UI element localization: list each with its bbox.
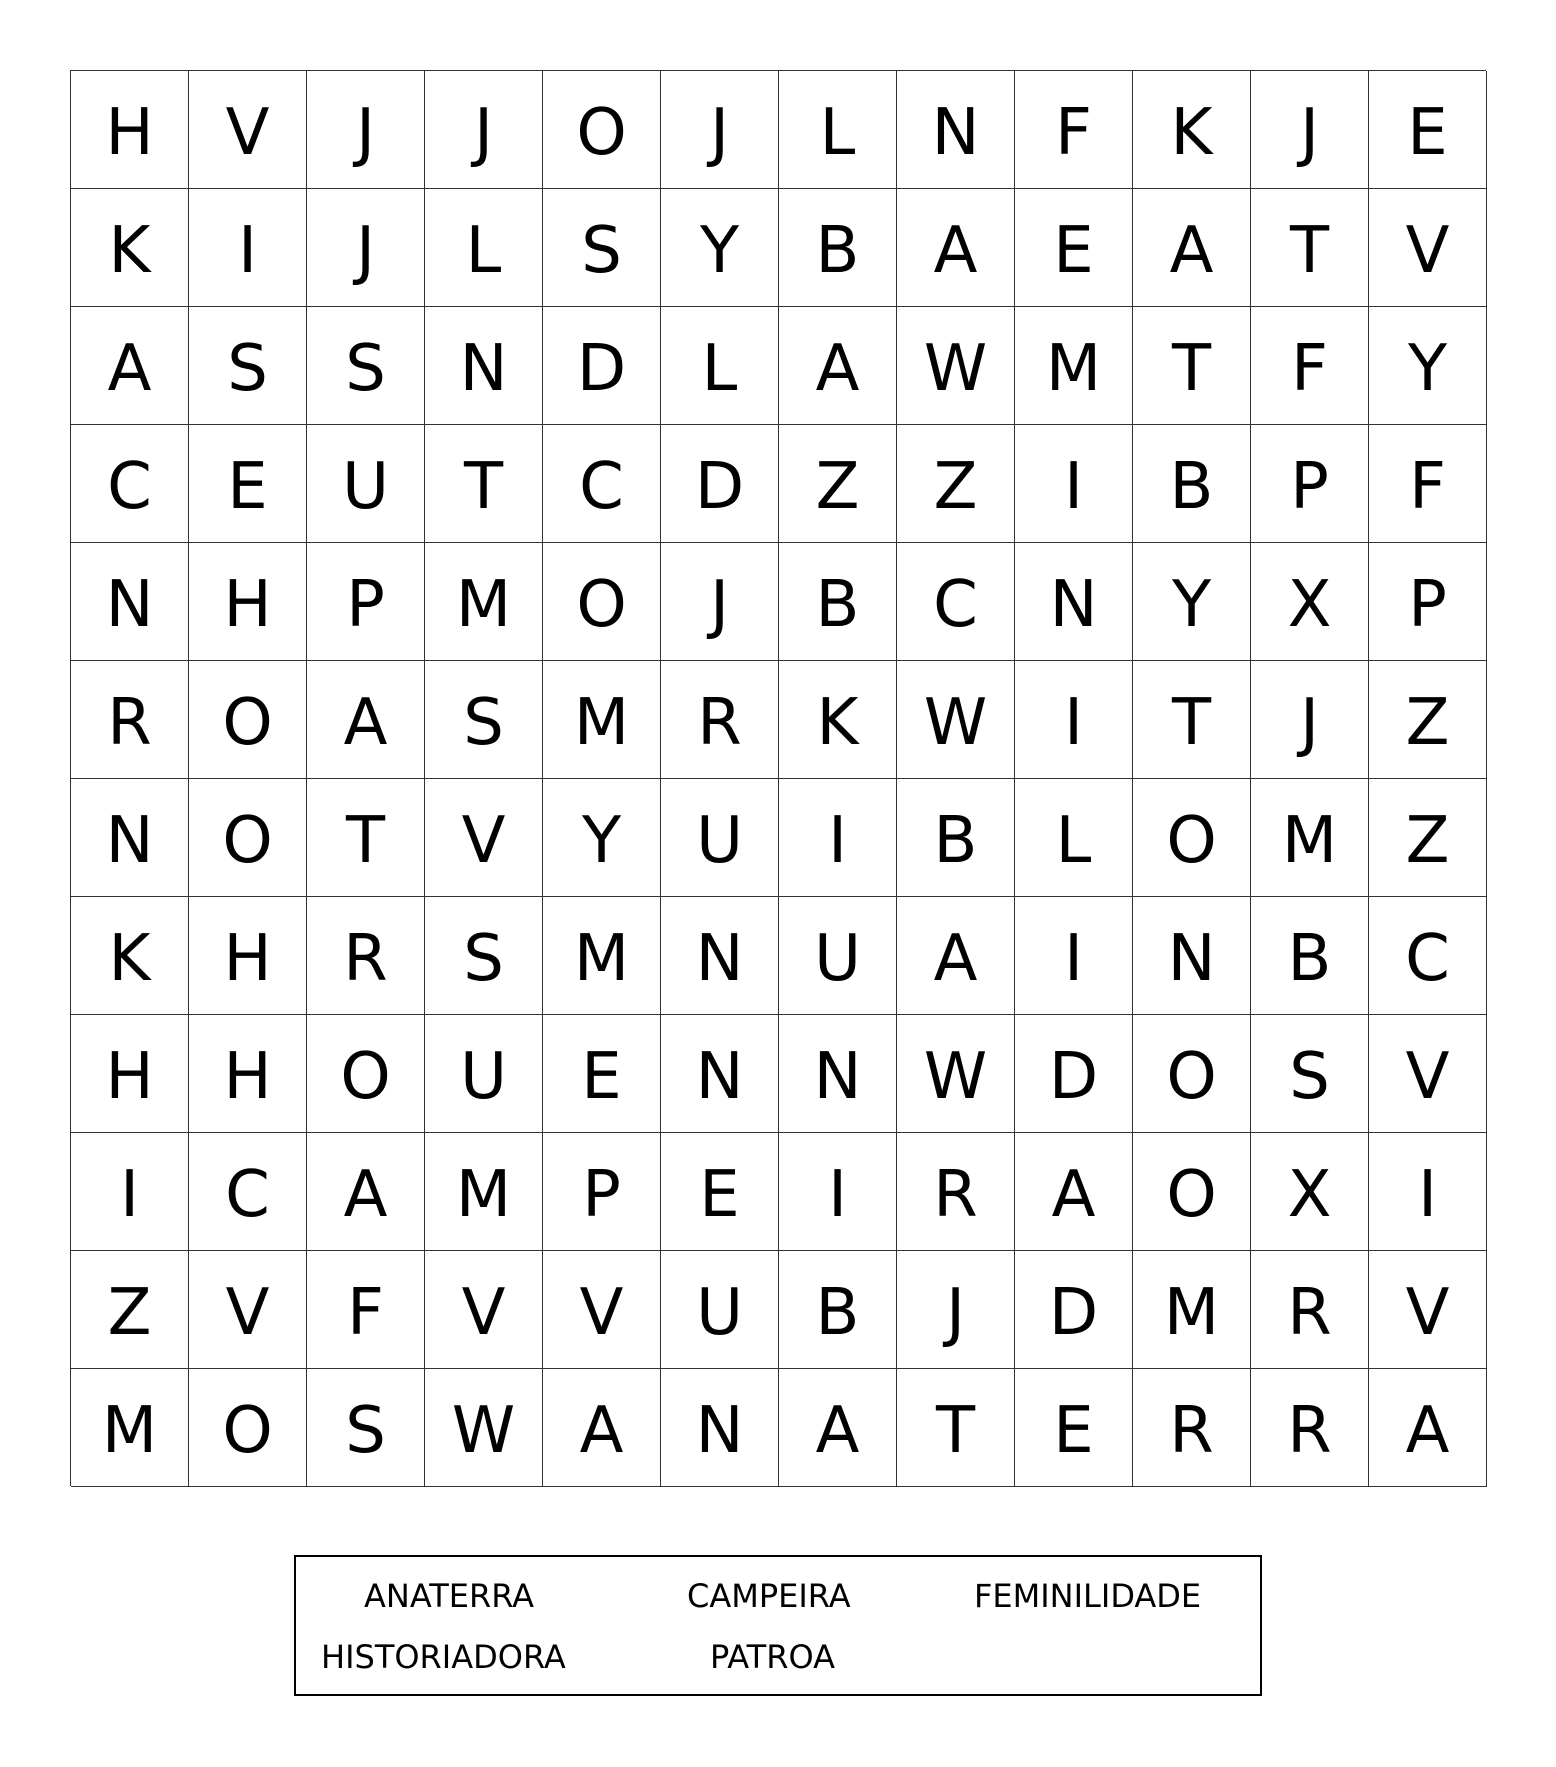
grid-cell[interactable]: A	[71, 307, 189, 425]
grid-cell[interactable]: T	[1133, 307, 1251, 425]
grid-cell[interactable]: I	[1369, 1133, 1487, 1251]
grid-cell[interactable]: T	[307, 779, 425, 897]
grid-cell[interactable]: U	[779, 897, 897, 1015]
grid-cell[interactable]: N	[71, 779, 189, 897]
word-item: CAMPEIRA	[687, 1577, 851, 1615]
grid-cell[interactable]: E	[1369, 71, 1487, 189]
grid-cell[interactable]: V	[1369, 1015, 1487, 1133]
grid-cell[interactable]: A	[779, 307, 897, 425]
grid-cell[interactable]: N	[425, 307, 543, 425]
grid-cell[interactable]: F	[307, 1251, 425, 1369]
grid-cell[interactable]: F	[1251, 307, 1369, 425]
grid-cell[interactable]: M	[425, 1133, 543, 1251]
grid-cell[interactable]: M	[543, 661, 661, 779]
grid-cell[interactable]: O	[543, 71, 661, 189]
grid-cell[interactable]: T	[425, 425, 543, 543]
grid-cell[interactable]: J	[897, 1251, 1015, 1369]
word-item: PATROA	[710, 1638, 835, 1676]
grid-cell[interactable]: Z	[1369, 661, 1487, 779]
grid-cell[interactable]: O	[307, 1015, 425, 1133]
grid-cell[interactable]: V	[1369, 1251, 1487, 1369]
grid-cell[interactable]: D	[661, 425, 779, 543]
grid-cell[interactable]: E	[543, 1015, 661, 1133]
grid-cell[interactable]: S	[1251, 1015, 1369, 1133]
grid-cell[interactable]: J	[661, 71, 779, 189]
grid-cell[interactable]: K	[71, 897, 189, 1015]
grid-cell[interactable]: N	[661, 897, 779, 1015]
grid-cell[interactable]: Y	[661, 189, 779, 307]
grid-cell[interactable]: R	[1251, 1251, 1369, 1369]
grid-cell[interactable]: I	[1015, 661, 1133, 779]
grid-cell[interactable]: Z	[1369, 779, 1487, 897]
grid-cell[interactable]: K	[1133, 71, 1251, 189]
grid-cell[interactable]: B	[779, 189, 897, 307]
grid-cell[interactable]: W	[897, 661, 1015, 779]
grid-cell[interactable]: H	[189, 543, 307, 661]
grid-cell[interactable]: P	[543, 1133, 661, 1251]
grid-cell[interactable]: B	[1133, 425, 1251, 543]
grid-cell[interactable]: C	[897, 543, 1015, 661]
grid-cell[interactable]: R	[897, 1133, 1015, 1251]
grid-cell[interactable]: N	[1015, 543, 1133, 661]
grid-cell[interactable]: M	[71, 1369, 189, 1487]
grid-cell[interactable]: O	[189, 779, 307, 897]
grid-cell[interactable]: R	[307, 897, 425, 1015]
word-item: HISTORIADORA	[321, 1638, 566, 1676]
grid-cell[interactable]: V	[189, 1251, 307, 1369]
grid-cell[interactable]: J	[661, 543, 779, 661]
grid-cell[interactable]: M	[425, 543, 543, 661]
grid-cell[interactable]: S	[543, 189, 661, 307]
grid-cell[interactable]: A	[543, 1369, 661, 1487]
grid-cell[interactable]: J	[307, 71, 425, 189]
word-item: ANATERRA	[364, 1577, 535, 1615]
grid-cell[interactable]: B	[779, 1251, 897, 1369]
grid-cell[interactable]: U	[661, 1251, 779, 1369]
grid-cell[interactable]: N	[71, 543, 189, 661]
grid-cell[interactable]: A	[1133, 189, 1251, 307]
grid-cell[interactable]: V	[425, 779, 543, 897]
grid-cell[interactable]: T	[897, 1369, 1015, 1487]
grid-cell[interactable]: S	[307, 307, 425, 425]
grid-cell[interactable]: N	[779, 1015, 897, 1133]
grid-cell[interactable]: I	[1015, 425, 1133, 543]
grid-cell[interactable]: V	[1369, 189, 1487, 307]
grid-cell[interactable]: A	[897, 189, 1015, 307]
grid-cell[interactable]: Y	[1133, 543, 1251, 661]
grid-cell[interactable]: R	[71, 661, 189, 779]
word-item: FEMINILIDADE	[974, 1577, 1202, 1615]
grid-cell[interactable]: M	[1251, 779, 1369, 897]
grid-cell[interactable]: B	[897, 779, 1015, 897]
grid-cell[interactable]: J	[425, 71, 543, 189]
grid-cell[interactable]: A	[307, 1133, 425, 1251]
grid-cell[interactable]: N	[661, 1015, 779, 1133]
grid-cell[interactable]: I	[189, 189, 307, 307]
grid-cell[interactable]: A	[1369, 1369, 1487, 1487]
word-list	[294, 1555, 1262, 1696]
grid-cell[interactable]: Y	[543, 779, 661, 897]
grid-cell[interactable]: S	[189, 307, 307, 425]
grid-cell[interactable]: C	[189, 1133, 307, 1251]
grid-cell[interactable]: R	[661, 661, 779, 779]
grid-cell[interactable]: D	[1015, 1251, 1133, 1369]
grid-cell[interactable]: E	[661, 1133, 779, 1251]
grid-cell[interactable]: O	[1133, 1015, 1251, 1133]
grid-cell[interactable]: H	[71, 1015, 189, 1133]
grid-cell[interactable]: V	[543, 1251, 661, 1369]
grid-cell[interactable]: M	[543, 897, 661, 1015]
grid-cell[interactable]: T	[1133, 661, 1251, 779]
grid-cell[interactable]: E	[1015, 189, 1133, 307]
grid-cell[interactable]: U	[425, 1015, 543, 1133]
grid-cell[interactable]: O	[1133, 779, 1251, 897]
grid-cell[interactable]: B	[779, 543, 897, 661]
grid-cell[interactable]: M	[1015, 307, 1133, 425]
grid-cell[interactable]: I	[1015, 897, 1133, 1015]
grid-cell[interactable]: J	[307, 189, 425, 307]
grid-cell[interactable]: O	[543, 543, 661, 661]
grid-cell[interactable]: L	[425, 189, 543, 307]
grid-cell[interactable]: R	[1251, 1369, 1369, 1487]
grid-cell[interactable]: V	[425, 1251, 543, 1369]
grid-cell[interactable]: P	[1369, 543, 1487, 661]
grid-cell[interactable]: N	[661, 1369, 779, 1487]
grid-cell[interactable]: K	[779, 661, 897, 779]
letter-grid	[70, 70, 1486, 1486]
grid-cell[interactable]: L	[779, 71, 897, 189]
grid-cell[interactable]: X	[1251, 543, 1369, 661]
grid-cell[interactable]: O	[189, 1369, 307, 1487]
grid-cell[interactable]: J	[1251, 71, 1369, 189]
grid-cell[interactable]: Z	[779, 425, 897, 543]
grid-cell[interactable]: E	[189, 425, 307, 543]
grid-cell[interactable]: B	[1251, 897, 1369, 1015]
grid-cell[interactable]: M	[1133, 1251, 1251, 1369]
grid-cell[interactable]: X	[1251, 1133, 1369, 1251]
grid-cell[interactable]: J	[1251, 661, 1369, 779]
grid-cell[interactable]: H	[189, 1015, 307, 1133]
grid-cell[interactable]: S	[425, 897, 543, 1015]
grid-cell[interactable]: S	[307, 1369, 425, 1487]
grid-cell[interactable]: K	[71, 189, 189, 307]
grid-cell[interactable]: H	[189, 897, 307, 1015]
grid-cell[interactable]: L	[661, 307, 779, 425]
grid-cell[interactable]: D	[543, 307, 661, 425]
grid-cell[interactable]: Z	[71, 1251, 189, 1369]
grid-cell[interactable]: H	[71, 71, 189, 189]
grid-cell[interactable]: O	[189, 661, 307, 779]
grid-cell[interactable]: W	[425, 1369, 543, 1487]
grid-cell[interactable]: I	[779, 779, 897, 897]
grid-cell[interactable]: U	[661, 779, 779, 897]
grid-cell[interactable]: C	[71, 425, 189, 543]
grid-cell[interactable]: F	[1369, 425, 1487, 543]
grid-cell[interactable]: W	[897, 1015, 1015, 1133]
grid-cell[interactable]: A	[1015, 1133, 1133, 1251]
grid-cell[interactable]: R	[1133, 1369, 1251, 1487]
grid-cell[interactable]: Z	[897, 425, 1015, 543]
grid-cell[interactable]: S	[425, 661, 543, 779]
grid-cell[interactable]: A	[779, 1369, 897, 1487]
grid-cell[interactable]: C	[1369, 897, 1487, 1015]
grid-cell[interactable]: I	[71, 1133, 189, 1251]
grid-cell[interactable]: P	[307, 543, 425, 661]
grid-cell[interactable]: A	[897, 897, 1015, 1015]
grid-cell[interactable]: U	[307, 425, 425, 543]
grid-cell[interactable]: A	[307, 661, 425, 779]
grid-cell[interactable]: E	[1015, 1369, 1133, 1487]
grid-cell[interactable]: L	[1015, 779, 1133, 897]
grid-cell[interactable]: V	[189, 71, 307, 189]
grid-cell[interactable]: C	[543, 425, 661, 543]
grid-cell[interactable]: Y	[1369, 307, 1487, 425]
grid-cell[interactable]: O	[1133, 1133, 1251, 1251]
grid-cell[interactable]: W	[897, 307, 1015, 425]
grid-cell[interactable]: N	[897, 71, 1015, 189]
grid-cell[interactable]: I	[779, 1133, 897, 1251]
grid-cell[interactable]: T	[1251, 189, 1369, 307]
grid-cell[interactable]: D	[1015, 1015, 1133, 1133]
grid-cell[interactable]: N	[1133, 897, 1251, 1015]
grid-cell[interactable]: F	[1015, 71, 1133, 189]
grid-cell[interactable]: P	[1251, 425, 1369, 543]
